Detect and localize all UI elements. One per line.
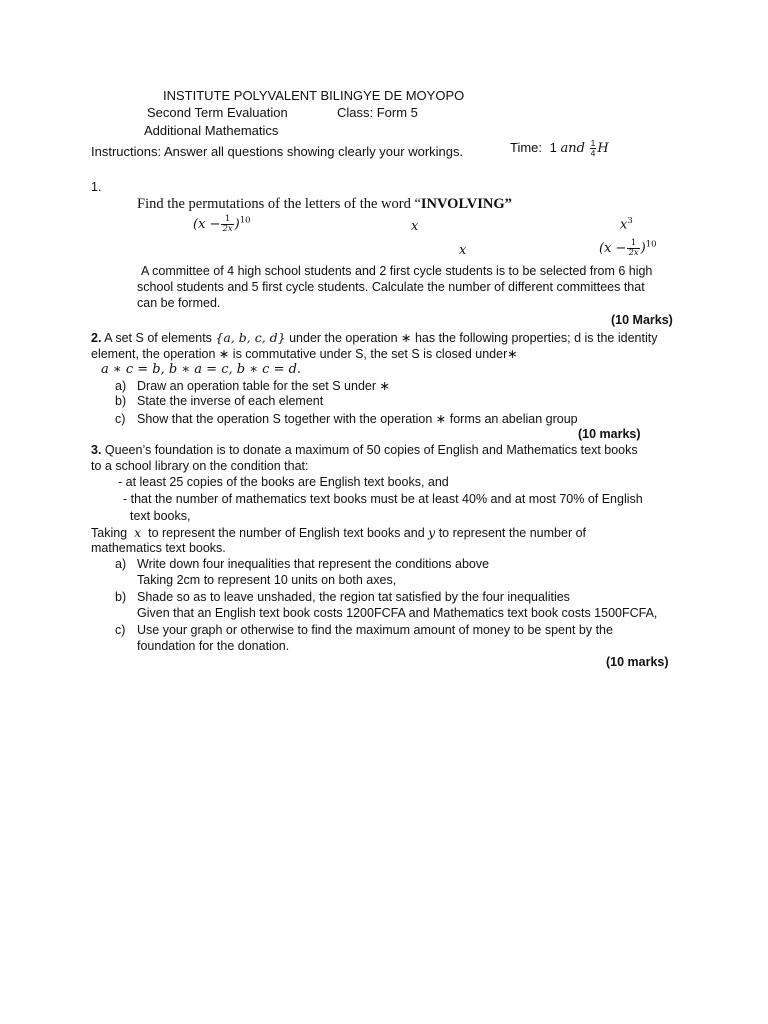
q1-number: 1. bbox=[91, 180, 102, 194]
q1-expression-1: (x − $\frac{1}{2x}$ )$^{10}$ bbox=[193, 214, 251, 234]
q3-item-c: c) Use your graph or otherwise to find the maximum amount of money to be spent by the bbox=[115, 623, 613, 637]
q2-number: 2. bbox=[91, 331, 102, 345]
time-info bbox=[510, 139, 609, 158]
q3-item-c-2: foundation for the donation. bbox=[137, 639, 290, 653]
q1-committee-line-3: can be formed. bbox=[137, 296, 221, 310]
q3-taking-line: Taking x to represent the number of English text books and y to represent the number of bbox=[91, 525, 587, 540]
q2-item-a: a) Draw an operation table for the set S under ∗ bbox=[115, 379, 390, 393]
q1-x-lower: x bbox=[459, 243, 467, 258]
q3-item-a-2: Taking 2cm to represent 10 units on both axes, bbox=[137, 573, 397, 587]
term-label: Second Term Evaluation bbox=[147, 105, 288, 120]
q3-var-x: x bbox=[134, 525, 142, 540]
q1-x-middle: x bbox=[411, 219, 419, 234]
q1-marks: (10 Marks) bbox=[611, 313, 673, 327]
school-name: INSTITUTE POLYVALENT BILINGYE DE MOYOPO bbox=[163, 88, 465, 103]
q1-committee-line-1: A committee of 4 high school students and 2 first cycle students is to be selected from 6 high bbox=[141, 264, 653, 278]
q2-set: {a, b, c, d} bbox=[215, 330, 286, 345]
q1-word: INVOLVING bbox=[420, 196, 505, 212]
q3-condition-2a: - that the number of mathematics text books must be at least 40% and at most 70% of English bbox=[123, 492, 643, 506]
time-and: and bbox=[560, 140, 585, 156]
q2-marks: (10 marks) bbox=[578, 427, 641, 441]
q2-item-c: c) Show that the operation S together with the operation ∗ forms an abelian group bbox=[115, 412, 578, 426]
time-label: Time: bbox=[510, 139, 543, 155]
q3-line-2: to a school library on the condition that: bbox=[91, 459, 309, 473]
q3-item-a: a) Write down four inequalities that represent the conditions above bbox=[115, 557, 490, 571]
q1-expression-2: (x − $\frac{1}{2x}$ )$^{10}$ bbox=[599, 238, 657, 258]
class-label: Class: Form 5 bbox=[337, 105, 418, 120]
q3-marks: (10 marks) bbox=[606, 655, 669, 669]
q3-var-y: y bbox=[428, 525, 436, 540]
q3-condition-1: - at least 25 copies of the books are English text books, and bbox=[118, 475, 449, 489]
q3-condition-2b: text books, bbox=[130, 509, 191, 523]
q2-properties: a ∗ c = b, b ∗ a = c, b ∗ c = d. bbox=[101, 362, 302, 377]
q3-number: 3. bbox=[91, 443, 102, 457]
instructions: Instructions: Answer all questions showing clearly your workings. bbox=[91, 144, 464, 159]
time-whole: 1 bbox=[549, 139, 557, 155]
subject-label: Additional Mathematics bbox=[144, 123, 279, 138]
time-unit: H bbox=[597, 140, 609, 156]
q2-line-1: 2. A set S of elements {a, b, c, d} under the operation ∗ has the following properties; d is the identity bbox=[91, 330, 658, 345]
q3-line-1: 3. Queen’s foundation is to donate a maximum of 50 copies of English and Mathematics text books bbox=[91, 443, 638, 457]
time-fraction: $\frac{1}{4}$ bbox=[590, 138, 596, 158]
q3-item-b-2: Given that an English text book costs 1200FCFA and Mathematics text book costs 1500FCFA, bbox=[137, 606, 658, 620]
q1-committee-line-2: school students and 5 first cycle students. Calculate the number of different committees that bbox=[137, 280, 645, 294]
q2-line-2: element, the operation ∗ is commutative under S, the set S is closed under∗ bbox=[91, 347, 518, 361]
q1-permutation-text: Find the permutations of the letters of the word “INVOLVING” bbox=[137, 196, 512, 212]
q3-taking-line-2: mathematics text books. bbox=[91, 541, 226, 555]
q3-item-b: b) Shade so as to leave unshaded, the region tat satisfied by the four inequalities bbox=[115, 590, 570, 604]
q1-x-cubed: $x^3$ bbox=[620, 216, 633, 233]
q2-item-b: b) State the inverse of each element bbox=[115, 394, 324, 408]
